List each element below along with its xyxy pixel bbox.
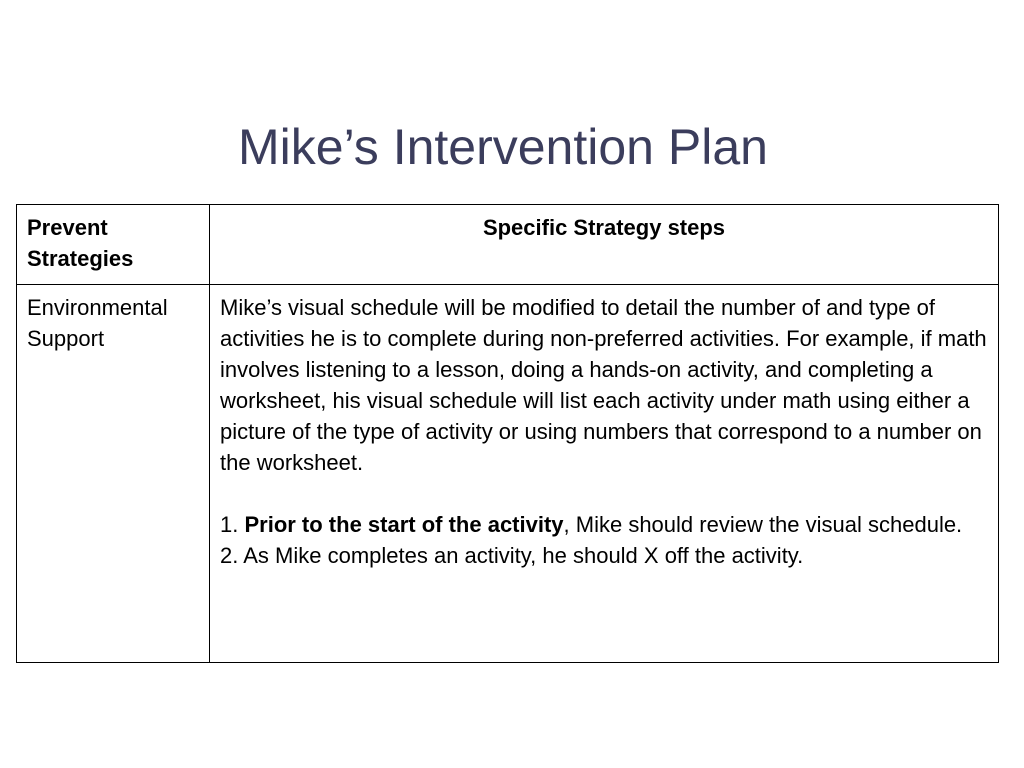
intervention-plan-table <box>16 204 999 663</box>
strategy-category-cell: Environmental Support <box>17 285 210 663</box>
paragraph-spacer <box>220 478 988 509</box>
header-prevent-strategies: Prevent Strategies <box>17 205 210 285</box>
strategy-step-2: 2. As Mike completes an activity, he should X off the activity. <box>220 543 804 568</box>
step-1-text: , Mike should review the visual schedule. <box>563 512 963 537</box>
strategy-steps-cell <box>210 285 999 663</box>
strategy-description: Mike’s visual schedule will be modified to detail the number of and type of activities he is to complete during non-preferred activities. For example, if math involves listening to a lesson, doing a hands-on activity, and completing a worksheet, his visual schedule will list each activity under math using either a picture of the type of activity or using numbers that correspond to a number on the worksheet. <box>220 295 987 475</box>
table-header-row <box>17 205 999 285</box>
table-row <box>17 285 999 663</box>
header-specific-strategy-steps: Specific Strategy steps <box>210 205 999 285</box>
strategy-step-1 <box>220 509 988 540</box>
step-1-emphasis: Prior to the start of the activity <box>244 512 564 537</box>
step-1-number: 1. <box>220 512 245 537</box>
slide-title: Mike’s Intervention Plan <box>238 119 768 175</box>
